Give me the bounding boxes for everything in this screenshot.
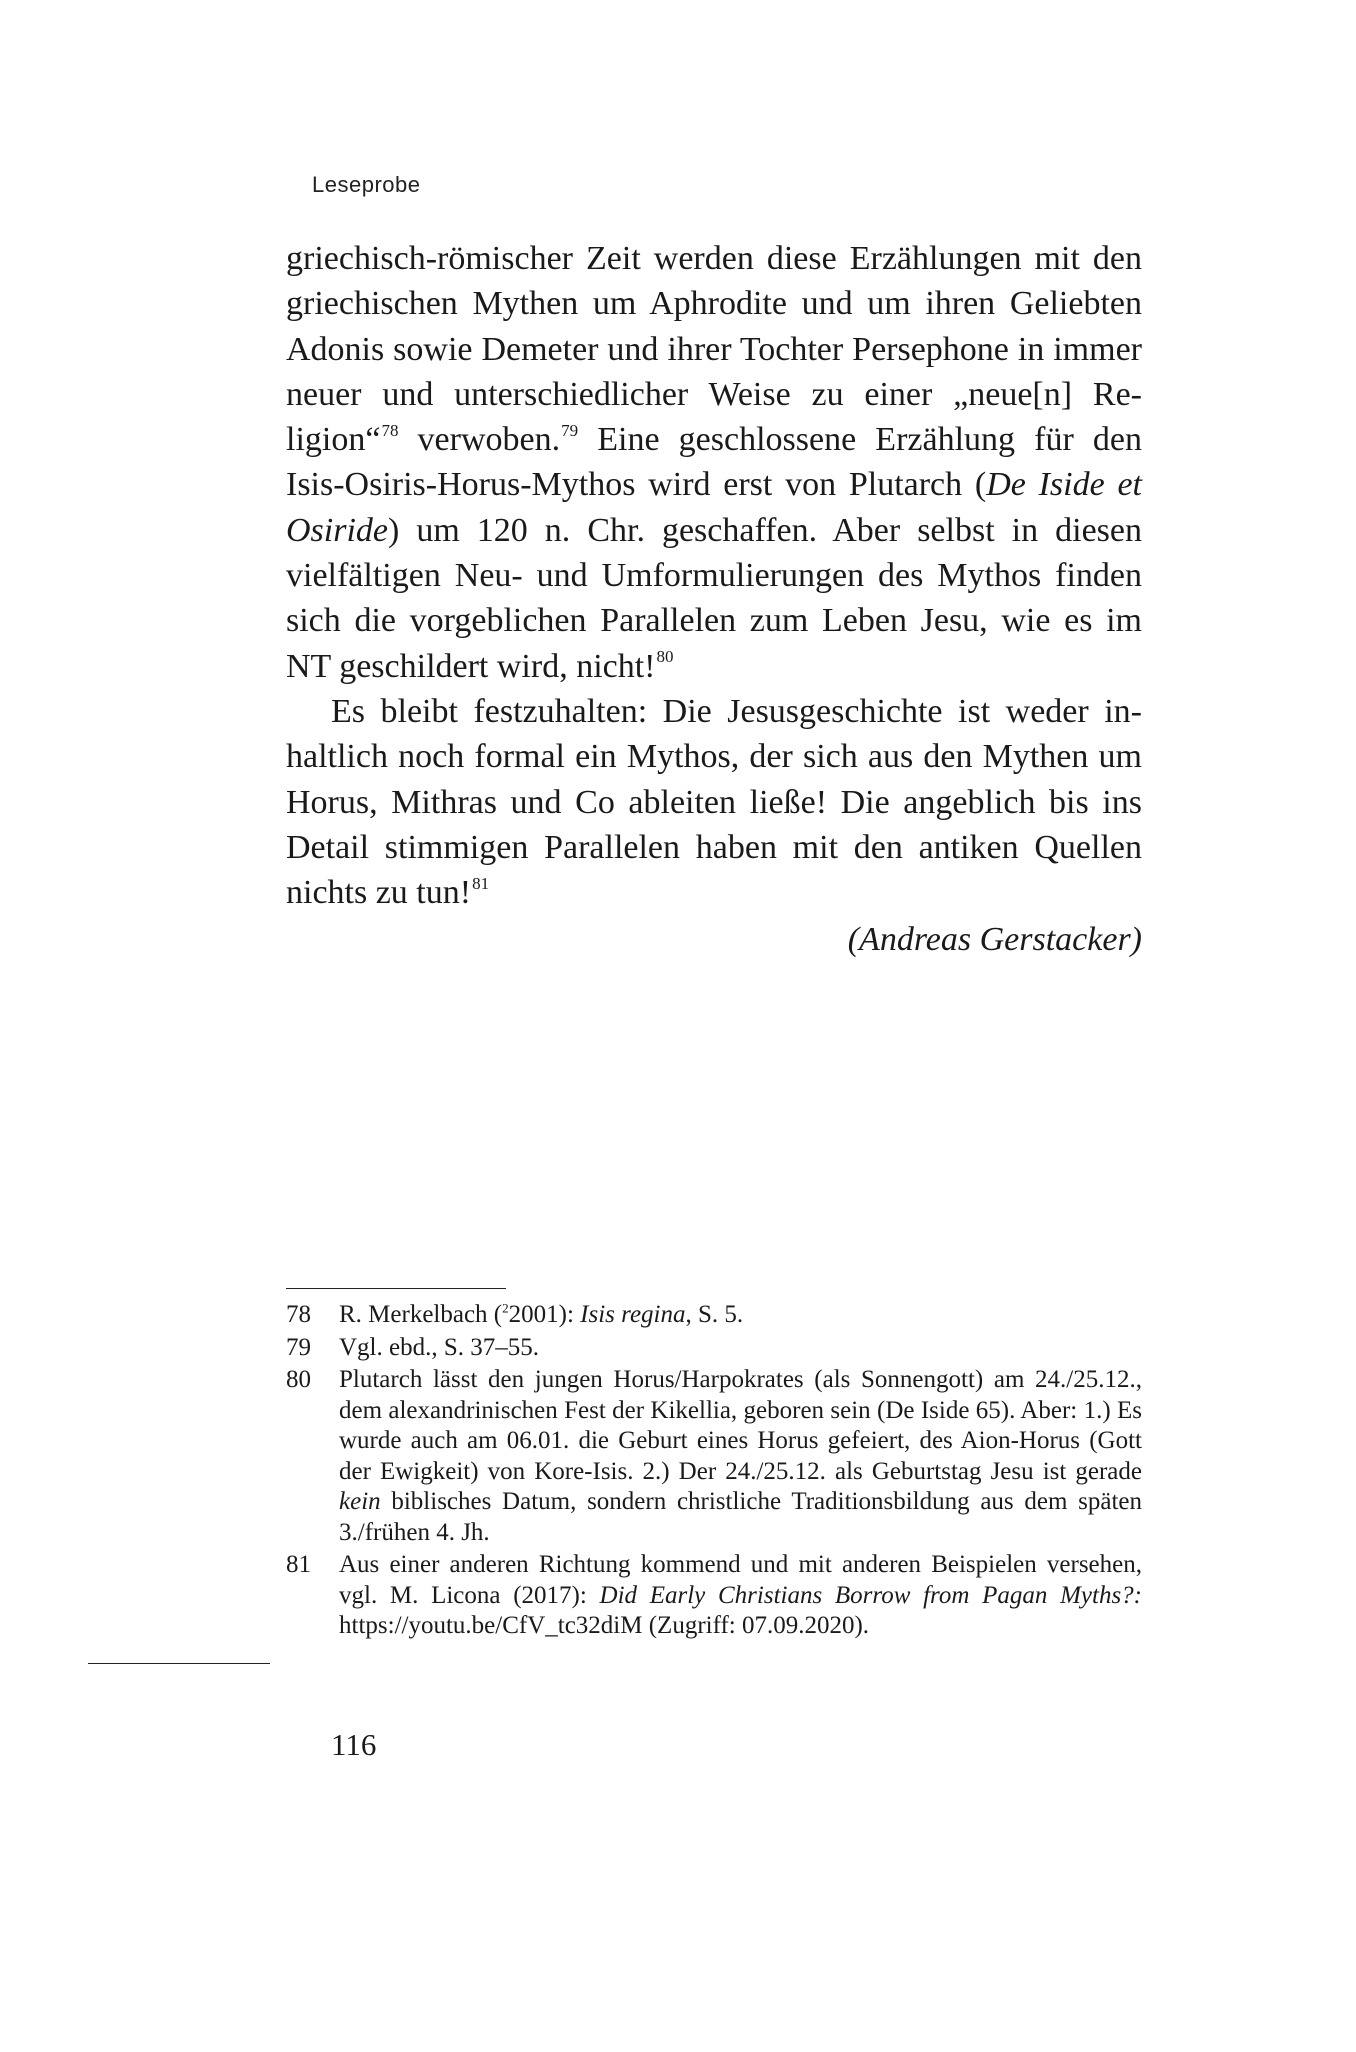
footnote-number: 81 [286, 1551, 311, 1578]
footnote-ref-80[interactable]: 80 [656, 647, 674, 667]
footnotes [286, 1300, 1142, 1644]
footnote-text: R. Merkelbach ( [339, 1301, 503, 1328]
paragraph-1-text-c: Eine geschlossene Erzählung für den Isis-Osiris-Horus-Mythos wird erst von Plutarch ( [286, 421, 1143, 504]
author-signature: (Andreas Gerstacker) [847, 921, 1142, 959]
paragraph-2-text: Es bleibt festzuhalten: Die Jesusgeschichte ist weder inhaltlich noch formal ein Mythos, der sich aus den Mythen um Horus, Mithras und Co ableiten ließe! Die angeblich bis ins Detail stimmigen Parallelen haben mit den antiken Quellen nichts zu tun! [286, 692, 1142, 912]
paragraph-1-text-d: ) um 120 n. Chr. geschaffen. Aber selbst in diesen vielfältigen Neu- und Umformulierungen des Mythos finden sich die vorgeblichen Parallelen zum Leben Jesu, wie es im NT geschildert wird, nicht! [286, 511, 1142, 685]
footnote-text: , S. 5. [685, 1301, 744, 1328]
paragraph-1-text-a: griechisch-römischer Zeit werden diese Erzählungen mit den griechischen Mythen um Aphrodite und um ihren Geliebten Adonis sowie Demeter und ihrer Tochter Persephone in immer neuer und unterschiedlicher Weise zu einer „neue[n] Religion“ [286, 240, 1142, 459]
footnote-ref-81[interactable]: 81 [472, 873, 490, 893]
paragraph-1 [286, 236, 1142, 689]
page-number: 116 [331, 1727, 377, 1762]
footnote-text: Vgl. ebd., S. 37–55. [339, 1333, 539, 1361]
paragraph-1-text-b: verwoben. [398, 421, 561, 459]
footnote-ref-79[interactable]: 79 [561, 420, 579, 440]
footnote-italic-title: Did Early Christians Borrow from Pagan Myths?: [599, 1581, 1142, 1609]
footnote-number: 79 [286, 1333, 311, 1361]
footnote-text: Plutarch lässt den jungen Horus/Harpokrates (als Sonnengott) am 24./25.12., dem alexandrinischen Fest der Kikellia, geboren sein (De Iside 65). Aber: 1.) Es wurde auch am 06.01. die Geburt eines Horus gefeiert, des Aion-Horus (Gott der Ewigkeit) von Kore-Isis. 2.) Der 24./25.12. als Geburtstag Jesu ist gerade [339, 1366, 1142, 1485]
work-title-de-iside: De Iside et Osiride [286, 466, 1142, 549]
margin-rule [88, 1663, 270, 1664]
footnote-81 [286, 1550, 1142, 1642]
footnote-number: 78 [286, 1301, 311, 1328]
footnote-78 [286, 1300, 1142, 1331]
footnote-italic-title: Isis regina [580, 1301, 686, 1328]
footnote-text: Aus einer anderen Richtung kommend und mit anderen Beispielen versehen, vgl. M. Licona (2017): [339, 1551, 1142, 1609]
paragraph-2 [286, 689, 1142, 915]
page-header-label: Leseprobe [312, 172, 421, 197]
edition-superscript: 2 [502, 1300, 509, 1316]
footnote-text: biblisches Datum, sondern christliche Traditionsbildung aus dem späten 3./frühen 4. Jh. [339, 1488, 1142, 1546]
footnote-separator [286, 1288, 506, 1289]
footnote-79 [286, 1333, 1142, 1364]
footnote-ref-78[interactable]: 78 [381, 420, 399, 440]
main-text [286, 236, 1142, 963]
footnote-80 [286, 1365, 1142, 1548]
footnote-link-text[interactable]: https://youtu.be/CfV_tc32diM (Zugriff: 07.09.2020). [339, 1612, 870, 1639]
footnote-number: 80 [286, 1366, 311, 1393]
footnote-italic-word: kein [339, 1488, 381, 1515]
footnote-text: 2001): [508, 1301, 581, 1328]
